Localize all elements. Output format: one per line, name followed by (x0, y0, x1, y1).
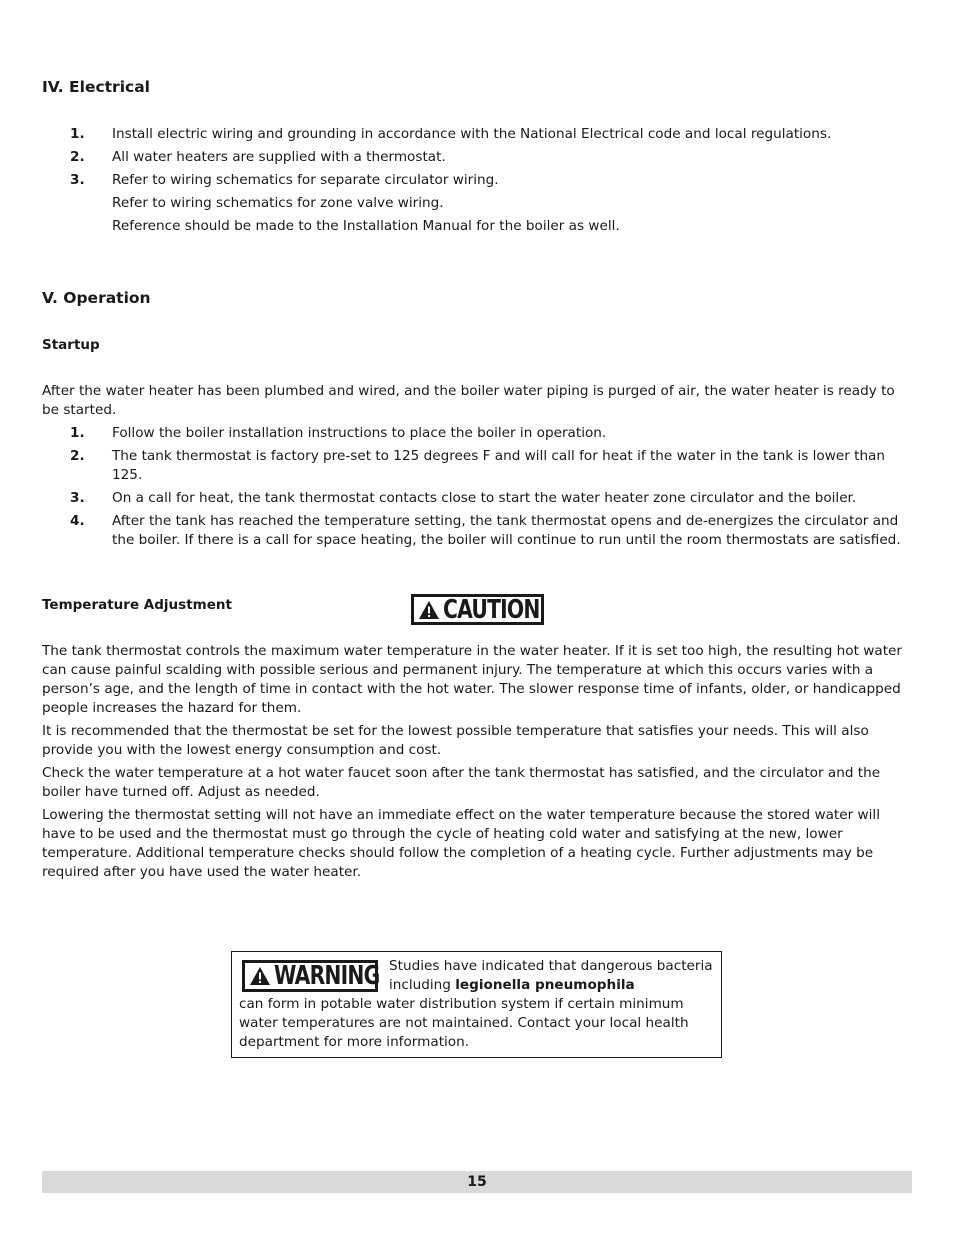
electrical-list (42, 125, 914, 240)
warning-box (231, 951, 722, 1058)
warning-label: WARNING (274, 960, 380, 991)
list-item: 4. After the tank has reached the temperature setting, the tank thermostat opens and de-energizes the circulator and the boiler. If there is a call for space heating, the boiler will continue to run until the room thermostats are satisfied. (70, 513, 901, 548)
paragraph: Lowering the thermostat setting will not have an immediate effect on the water temperature because the stored water will have to be used and the thermostat must go through the cycle of heating cold water and satisfying at the new, lower temperature. Additional temperature checks should follow the completion of a heating cycle. Further adjustments may be required after you have used the water heater. (42, 807, 880, 880)
section-heading-electrical: IV. Electrical (42, 78, 150, 96)
list-item: Reference should be made to the Installation Manual for the boiler as well. (112, 218, 620, 234)
warning-text-body: can form in potable water distribution system if certain minimum water temperatures are not maintained. Contact your local health department for more information. (239, 996, 689, 1050)
subheading-temperature-adjustment: Temperature Adjustment (42, 597, 232, 613)
warning-text-top: Studies have indicated that dangerous bacteria including legionella pneumophila (389, 958, 713, 993)
list-item: 1. Follow the boiler installation instructions to place the boiler in operation. (70, 425, 607, 441)
list-item: 1. Install electric wiring and grounding in accordance with the National Electrical code and local regulations. (70, 126, 832, 142)
startup-list (42, 424, 914, 554)
warning-bold-term: legionella pneumophila (455, 977, 635, 993)
list-item: 2. The tank thermostat is factory pre-set to 125 degrees F and will call for heat if the water in the tank is lower than 125. (70, 448, 886, 483)
caution-badge (411, 594, 544, 625)
temperature-paragraphs (42, 642, 914, 886)
subheading-startup: Startup (42, 337, 100, 353)
section-heading-operation: V. Operation (42, 289, 151, 307)
caution-label: CAUTION (443, 594, 540, 625)
list-item: 3. On a call for heat, the tank thermostat contacts close to start the water heater zone circulator and the boiler. (70, 490, 857, 506)
warning-badge (242, 960, 378, 992)
warning-triangle-icon (249, 966, 271, 986)
list-item: Refer to wiring schematics for zone valve wiring. (112, 195, 444, 211)
startup-intro: After the water heater has been plumbed and wired, and the boiler water piping is purged of air, the water heater is ready to be started. (42, 383, 895, 418)
page-number: 15 (467, 1174, 487, 1190)
paragraph: It is recommended that the thermostat be set for the lowest possible temperature that satisfies your needs. This will also provide you with the lowest energy consumption and cost. (42, 723, 869, 758)
list-item: 3. Refer to wiring schematics for separate circulator wiring. (70, 172, 499, 188)
paragraph: Check the water temperature at a hot water faucet soon after the tank thermostat has satisfied, and the circulator and the boiler have turned off. Adjust as needed. (42, 765, 881, 800)
page-footer (42, 1171, 912, 1193)
list-item: 2. All water heaters are supplied with a thermostat. (70, 149, 446, 165)
paragraph: The tank thermostat controls the maximum water temperature in the water heater. If it is set too high, the resulting hot water can cause painful scalding with possible serious and permanent injury. The temperature at which this occurs varies with a person’s age, and the length of time in contact with the hot water. The slower response time of infants, older, or handicapped people increases the hazard for them. (42, 643, 902, 716)
warning-triangle-icon (418, 600, 440, 620)
